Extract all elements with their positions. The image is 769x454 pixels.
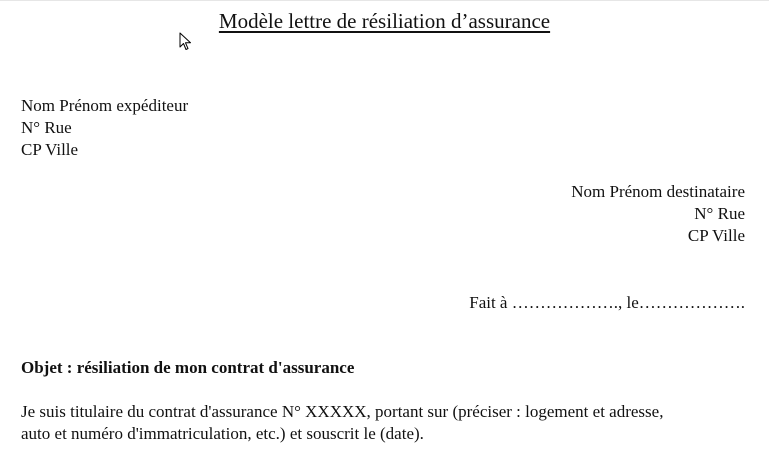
sender-address-block <box>21 95 188 161</box>
recipient-address-block <box>571 181 745 247</box>
body-line: Je suis titulaire du contrat d'assurance N° XXXXX, portant sur (préciser : logement et adresse, <box>21 402 664 421</box>
page-top-border <box>0 0 769 1</box>
sender-name: Nom Prénom expéditeur <box>21 96 189 115</box>
recipient-street: N° Rue <box>694 204 745 223</box>
recipient-city: CP Ville <box>687 226 745 245</box>
letter-body-paragraph <box>21 401 756 445</box>
letter-subject: Objet : résiliation de mon contrat d'assurance <box>21 358 355 377</box>
mouse-pointer-icon <box>179 32 193 52</box>
sender-city: CP Ville <box>21 140 79 159</box>
sender-street: N° Rue <box>21 118 72 137</box>
recipient-name: Nom Prénom destinataire <box>571 182 745 201</box>
place-date-line: Fait à ………………., le………………. <box>469 293 745 312</box>
body-line: auto et numéro d'immatriculation, etc.) et souscrit le (date). <box>21 424 424 443</box>
document-title: Modèle lettre de résiliation d’assurance <box>218 9 551 33</box>
